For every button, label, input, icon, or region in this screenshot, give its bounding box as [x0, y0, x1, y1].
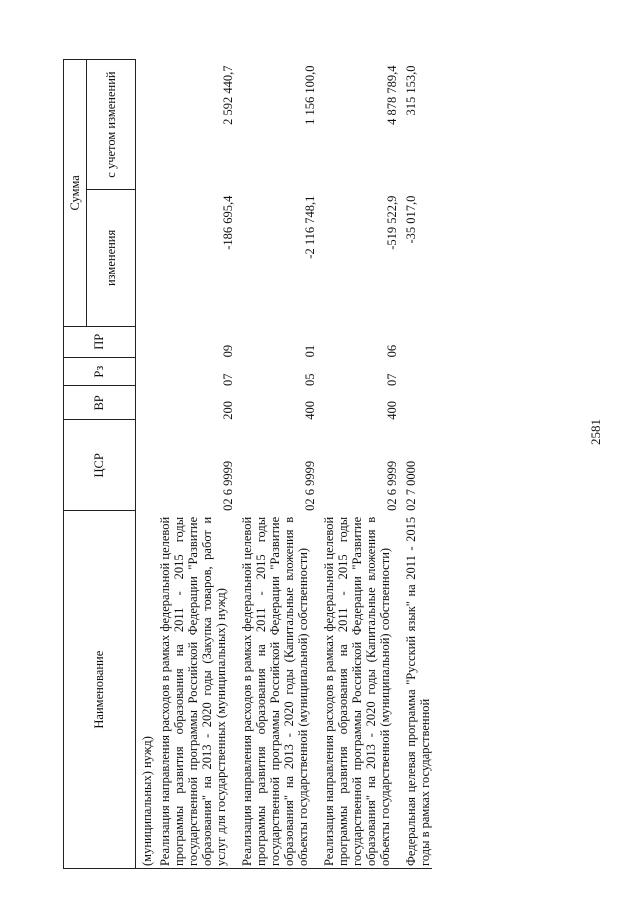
header-vr: ВР: [64, 386, 136, 420]
row-rz: 07: [385, 373, 399, 386]
row-change: -2 116 748,1: [303, 195, 317, 259]
row-csr: 02 6 9999: [221, 460, 235, 511]
row-csr: 02 7 0000: [404, 460, 418, 511]
header-name: Наименование: [64, 511, 136, 869]
row-change: -519 522,9: [385, 195, 399, 250]
row-total: 1 156 100,0: [303, 65, 317, 125]
row-vr: 200: [221, 401, 235, 420]
row-total: [136, 60, 155, 190]
row-change: [136, 190, 155, 327]
row-change: -186 695,4: [221, 195, 235, 250]
row-name: Реализация направления расходов в рамках федеральной целевой программы развития образования на 2011 - 2015 годы государственной программы Российской Федерации "Развитие образования" на 2013 - 2020 годы (Капитальные вложения в объекты государственной (муниципальной) собственности): [318, 511, 400, 869]
row-csr: [136, 420, 155, 511]
table-row: [400, 60, 432, 869]
row-csr: 02 6 9999: [385, 460, 399, 511]
header-with-changes: с учетом изменений: [87, 60, 136, 190]
row-pr: [136, 326, 155, 357]
row-rz: [136, 357, 155, 386]
row-total: 4 878 789,4: [385, 65, 399, 125]
row-pr: 01: [303, 344, 317, 358]
header-csr: ЦСР: [64, 420, 136, 511]
table-row: [236, 60, 318, 869]
row-change: -35 017,0: [404, 195, 418, 244]
table-header: [64, 60, 136, 869]
row-rz: 05: [303, 373, 317, 386]
header-sum: Сумма: [64, 60, 87, 327]
row-vr: [400, 386, 432, 420]
table-row: [318, 60, 400, 869]
row-name: Реализация направления расходов в рамках федеральной целевой программы развития образования на 2011 - 2015 годы государственной программы Российской Федерации "Развитие образования" на 2013 - 2020 годы (Закупка товаров, работ и услуг для государственных (муниципальных) нужд): [154, 511, 236, 869]
row-pr: 06: [385, 344, 399, 358]
row-name: Федеральная целевая программа "Русский язык" на 2011 - 2015 годы в рамках государственной: [400, 511, 432, 869]
row-pr: [400, 326, 432, 357]
header-change: изменения: [87, 190, 136, 327]
row-csr: 02 6 9999: [303, 460, 317, 511]
row-total: 2 592 440,7: [221, 65, 235, 125]
row-rz: 07: [221, 373, 235, 386]
row-vr: 400: [303, 401, 317, 420]
row-vr: [136, 386, 155, 420]
table-row: [136, 60, 155, 869]
row-pr: 09: [221, 344, 235, 358]
header-rz: Рз: [64, 357, 136, 386]
row-rz: [400, 357, 432, 386]
budget-table: [63, 59, 432, 869]
page-number: 2581: [588, 419, 603, 445]
table-row: [154, 60, 236, 869]
row-vr: 400: [385, 401, 399, 420]
header-pr: ПР: [64, 326, 136, 357]
row-total: 315 153,0: [404, 65, 418, 116]
row-name: Реализация направления расходов в рамках федеральной целевой программы развития образования на 2011 - 2015 годы государственной программы Российской Федерации "Развитие образования" на 2013 - 2020 годы (Капитальные вложения в объекты государственной (муниципальной) собственности): [236, 511, 318, 869]
row-name: (муниципальных) нужд): [136, 511, 155, 869]
